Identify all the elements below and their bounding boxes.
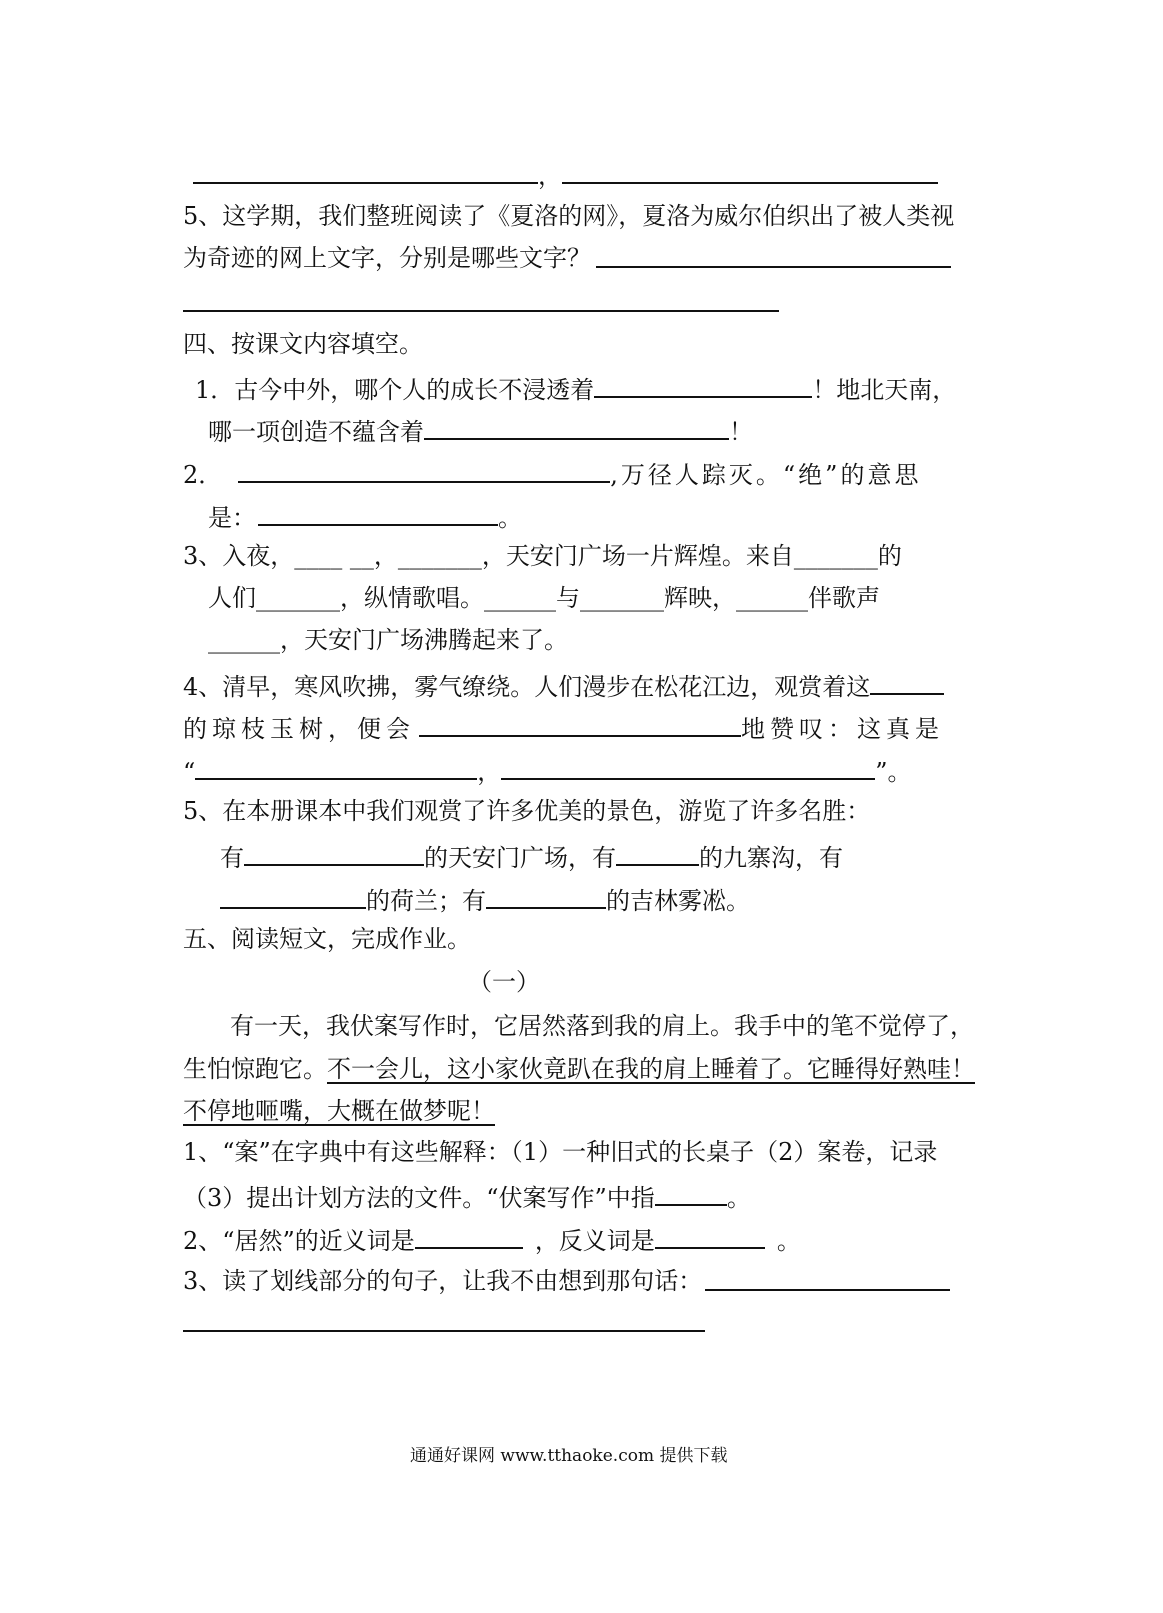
s4-q2-line2 bbox=[208, 498, 522, 534]
s5-q2-a: 2、“居然”的近义词是 bbox=[183, 1227, 415, 1255]
answer-blank bbox=[655, 1178, 727, 1206]
s4-q2-line1 bbox=[183, 455, 921, 491]
s5-q1-line2b: 。 bbox=[726, 1184, 751, 1212]
s4-q4-a: 4、清早，寒风吹拂，雾气缭绕。人们漫步在松花江边，观赏着这 bbox=[183, 673, 871, 701]
answer-blank bbox=[220, 881, 366, 909]
s4-q5-c2: 的吉林雾凇。 bbox=[606, 887, 750, 915]
answer-line-top-right bbox=[562, 182, 938, 184]
s4-q4-line2 bbox=[183, 709, 944, 745]
s4-q5-line2 bbox=[220, 838, 843, 874]
answer-line-top-left bbox=[193, 182, 538, 184]
passage-line2a: 生怕惊跑它。 bbox=[183, 1055, 327, 1083]
answer-blank bbox=[195, 752, 477, 780]
passage-underlined-1: 不一会儿，这小家伙竟趴在我的肩上睡着了。它睡得好熟哇！ bbox=[327, 1055, 975, 1083]
top-comma: ， bbox=[538, 162, 562, 190]
s4-q2-a: 2． bbox=[183, 461, 223, 489]
s4-q4-line3 bbox=[183, 752, 912, 788]
s4-q4-f: ”。 bbox=[875, 758, 912, 786]
s5-q3-a: 3、读了划线部分的句子，让我不由想到那句话： bbox=[183, 1267, 703, 1295]
s5-q1-line1: 1、“案”在字典中有这些解释：（1）一种旧式的长桌子（2）案卷，记录 bbox=[183, 1138, 938, 1166]
answer-blank bbox=[616, 838, 699, 866]
q3-5-line1: 5、这学期，我们整班阅读了《夏洛的网》，夏洛为威尔伯织出了被人类视 bbox=[183, 202, 955, 230]
s4-q1-line2 bbox=[208, 412, 753, 448]
s4-q3-line1: 3、入夜，____ __，_______，天安门广场一片辉煌。来自_______的 bbox=[183, 542, 902, 570]
answer-blank bbox=[655, 1221, 765, 1249]
answer-blank bbox=[424, 412, 729, 440]
s4-q4-line1 bbox=[183, 667, 944, 703]
s4-q1-c: 哪一项创造不蕴含着 bbox=[208, 418, 424, 446]
answer-blank bbox=[258, 498, 498, 526]
s4-q5-b3: 的九寨沟，有 bbox=[699, 844, 843, 872]
s4-q4-c: 地赞叹：这真是 bbox=[741, 715, 944, 743]
s4-q1-line1 bbox=[195, 370, 956, 406]
answer-line-s5-q3-b bbox=[183, 1330, 705, 1332]
s4-q5-b1: 有 bbox=[220, 844, 244, 872]
section5-subheading: （一） bbox=[468, 968, 540, 996]
s4-q5-c1: 的荷兰；有 bbox=[366, 887, 486, 915]
answer-line-s5-q3-a bbox=[705, 1289, 950, 1291]
footer-text: 通通好课网 www.tthaoke.com 提供下载 bbox=[410, 1446, 728, 1466]
section4-heading: 四、按课文内容填空。 bbox=[183, 330, 423, 358]
s5-q3 bbox=[183, 1265, 702, 1297]
s4-q3-line3: ______，天安门广场沸腾起来了。 bbox=[208, 626, 568, 654]
s4-q5-line1: 5、在本册课本中我们观赏了许多优美的景色，游览了许多名胜： bbox=[183, 797, 871, 825]
s5-q2-c: 。 bbox=[776, 1227, 801, 1255]
s4-q2-d: 。 bbox=[498, 504, 522, 532]
passage-line2 bbox=[183, 1053, 975, 1085]
section5-heading: 五、阅读短文，完成作业。 bbox=[183, 925, 471, 953]
s5-q1-line2a: （3）提出计划方法的文件。“伏案写作”中指 bbox=[183, 1184, 655, 1212]
answer-blank bbox=[238, 455, 610, 483]
answer-blank bbox=[415, 1221, 523, 1249]
q3-5-line2: 为奇迹的网上文字，分别是哪些文字？ bbox=[183, 244, 591, 272]
answer-blank bbox=[501, 752, 875, 780]
s4-q5-b2: 的天安门广场，有 bbox=[424, 844, 616, 872]
answer-line-q3-5-b bbox=[183, 310, 779, 312]
answer-blank bbox=[870, 667, 944, 695]
s5-q2 bbox=[183, 1221, 801, 1257]
s4-q4-e: ， bbox=[477, 758, 502, 786]
s4-q2-b: ,万径人踪灭。“绝”的意思 bbox=[610, 461, 922, 489]
answer-blank bbox=[419, 709, 741, 737]
answer-line-q3-5-a bbox=[596, 266, 951, 268]
passage-underlined-2: 不停地咂嘴，大概在做梦呢！ bbox=[183, 1097, 495, 1125]
s4-q4-b: 的琼枝玉树，便会 bbox=[183, 715, 415, 743]
answer-blank bbox=[486, 881, 606, 909]
s5-q1-line2 bbox=[183, 1178, 751, 1214]
s5-q2-b: ，反义词是 bbox=[534, 1227, 655, 1255]
s4-q3-line2: 人们_______，纵情歌唱。______与_______辉映，______伴歌声 bbox=[208, 584, 880, 612]
s4-q5-line3 bbox=[220, 881, 750, 917]
answer-blank bbox=[244, 838, 424, 866]
s4-q4-d: “ bbox=[183, 758, 196, 786]
passage-line1: 有一天，我伏案写作时，它居然落到我的肩上。我手中的笔不觉停了， bbox=[230, 1012, 974, 1040]
s4-q1-d: ！ bbox=[729, 418, 753, 446]
answer-blank bbox=[594, 370, 812, 398]
s4-q2-c: 是： bbox=[208, 504, 256, 532]
s4-q1-b: ！地北天南， bbox=[812, 376, 957, 404]
s4-q1-a: 1．古今中外，哪个人的成长不浸透着 bbox=[195, 376, 595, 404]
